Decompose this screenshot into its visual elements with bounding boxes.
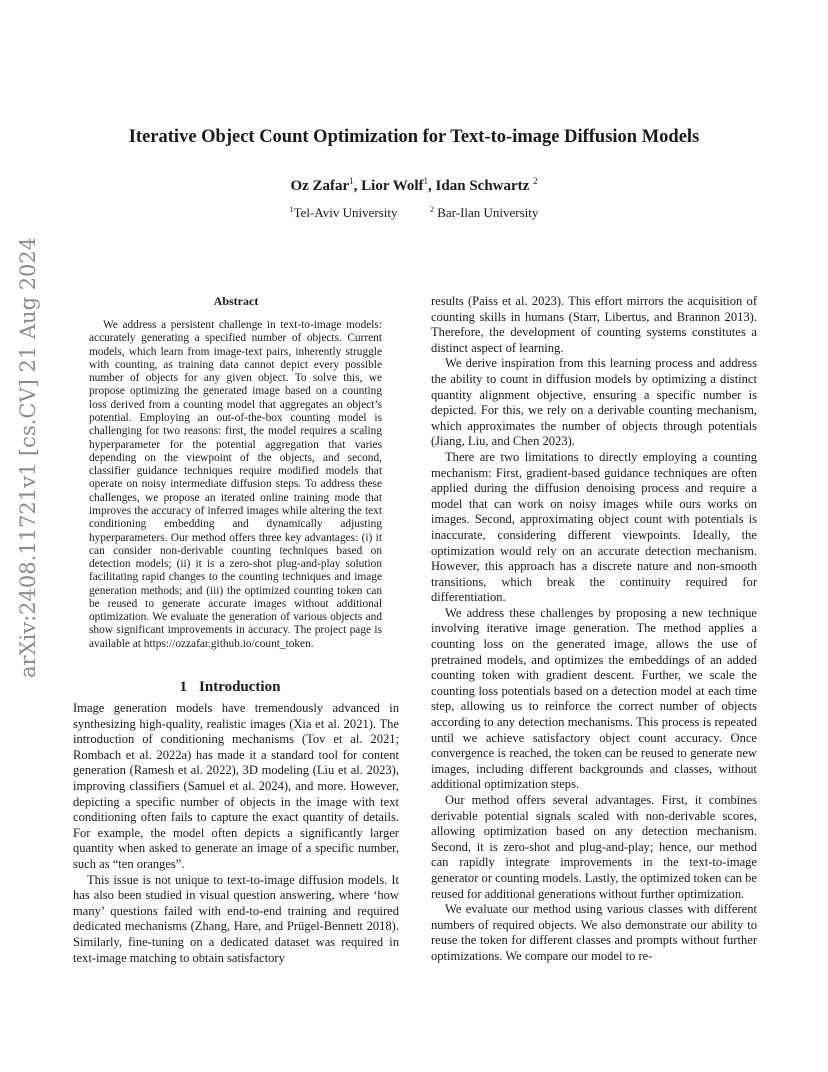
body-paragraph: Our method offers several advantages. First, it combines derivable potential signals scaled with non-derivable scores, allowing optimization based on any detection mechanism. Second, it is zero-shot and plug-and-play; hence, our method can rapidly integrate improvements in the text-to-image generator or counting models. Lastly, the optimized token can be reused for additional generations without further optimization. [431, 793, 757, 901]
body-paragraph: This issue is not unique to text-to-image diffusion models. It has also been studied in visual question answering, where ‘how many’ questions failed with end-to-end training and required dedicated mechanisms (Zhang, Hare, and Prügel-Bennett 2018). Similarly, fine-tuning on a dedicated dataset was required in text-image matching to obtain satisfactory [73, 872, 399, 965]
abstract-heading: Abstract [213, 294, 259, 308]
body-paragraph: There are two limitations to directly employing a counting mechanism: First, gradient-based guidance techniques are often applied during the diffusion denoising process and require a model that can work on noisy images while ours works on images. Second, approximating object count with potentials is inaccurate, considering different viewpoints. Ideally, the optimization would rely on an accurate detection mechanism. However, this approach has a discrete nature and non-smooth transitions, which break the continuity required for differentiation. [431, 449, 757, 605]
abstract-paragraph: We address a persistent challenge in text-to-image models: accurately generating a specified number of objects. Current models, which learn from image-text pairs, inherently struggle with counting, as training data cannot depict every possible number of objects for any given object. To solve this, we propose optimizing the generated image based on a counting loss derived from a counting model that aggregates an object’s potential. Employing an out-of-the-box counting model is challenging for two reasons: first, the model requires a scaling hyperparameter for the potential aggregation that varies depending on the viewpoint of the objects, and second, classifier guidance techniques require modified models that operate on noisy intermediate diffusion steps. To address these challenges, we propose an iterated online training mode that improves the accuracy of inferred images while altering the text conditioning embedding and dynamically adjusting hyperparameters. Our method offers three key advantages: (i) it can consider non-derivable counting techniques based on detection models; (ii) it is a zero-shot plug-and-play solution facilitating rapid changes to the counting techniques and image generation methods; and (iii) the optimized counting token can be reused to generate accurate images without additional optimization. We evaluate the generation of various objects and show significant improvements in accuracy. The project page is available at https://ozzafar.github.io/count_token. [89, 319, 382, 650]
author-affiliation-mark: 2 [533, 176, 538, 186]
arxiv-identifier: arXiv:2408.11721v1 [cs.CV] 21 Aug 2024 [16, 236, 40, 678]
author-list [0, 176, 828, 195]
author-affiliation-mark: 1 [349, 176, 354, 186]
author-affiliation-mark: 1 [423, 176, 429, 186]
abstract-body [89, 319, 382, 651]
section-heading [73, 679, 399, 696]
body-paragraph: Image generation models have tremendously advanced in synthesizing high-quality, realistic images (Xia et al. 2021). The introduction of conditioning mechanisms (Tov et al. 2021; Rombach et al. 2022a) has made it a standard tool for content generation (Ramesh et al. 2022), 3D modeling (Liu et al. 2023), improving classifiers (Samuel et al. 2024), and more. However, depicting a specific number of objects in the image with text conditioning often fails to capture the exact quantity of details. For example, the model often depicts a significantly larger quantity when asked to generate an image of a specific number, such as “ten oranges”. [73, 701, 399, 871]
author-name: Oz Zafar [290, 178, 350, 194]
body-paragraph: results (Paiss et al. 2023). This effort mirrors the acquisition of counting skills in humans (Starr, Libertus, and Brannon 2013). Therefore, the development of counting systems constitutes a distinct aspect of learning. [431, 294, 757, 355]
affiliation-name: Bar-Ilan University [433, 205, 539, 220]
right-column-body [431, 294, 757, 965]
body-paragraph: We evaluate our method using various classes with different numbers of required objects. We also demonstrate our ability to reuse the token for different classes and prompts without further optimizations. We compare our model to re- [431, 902, 757, 963]
body-paragraph: We address these challenges by proposing a new technique involving iterative image generation. The method applies a counting loss on the generated image, allows the use of pretrained models, and optimizes the embeddings of an added counting token with gradient descent. Further, we scale the counting loss potentials based on a detection model at each time step, allowing us to reinforce the correct number of objects according to any detection mechanisms. This process is repeated until we achieve satisfactory object count accuracy. Once convergence is reached, the token can be reused to generate new images, including different backgrounds and classes, without additional optimization steps. [431, 605, 757, 792]
left-column-body [73, 701, 399, 966]
body-paragraph: We derive inspiration from this learning process and address the ability to count in diffusion models by optimizing a distinct quantity alignment objective, ensuring a specific number is depicted. For this, we rely on a derivable counting mechanism, which approximates the number of objects through potentials (Jiang, Liu, and Chen 2023). [431, 356, 757, 449]
paper-title: Iterative Object Count Optimization for Text-to-image Diffusion Models [128, 127, 700, 147]
affiliation-mark: 1 [289, 205, 294, 214]
section-title: Introduction [199, 679, 281, 695]
affiliation-list [0, 205, 828, 221]
affiliation-name: Tel-Aviv University [293, 205, 398, 220]
section-number: 1 [179, 679, 188, 695]
author-separator: , [428, 178, 436, 194]
author-name: Lior Wolf [361, 178, 424, 194]
author-name: Idan Schwartz [435, 178, 534, 194]
affiliation-mark: 2 [429, 205, 434, 214]
author-separator: , [353, 178, 362, 194]
